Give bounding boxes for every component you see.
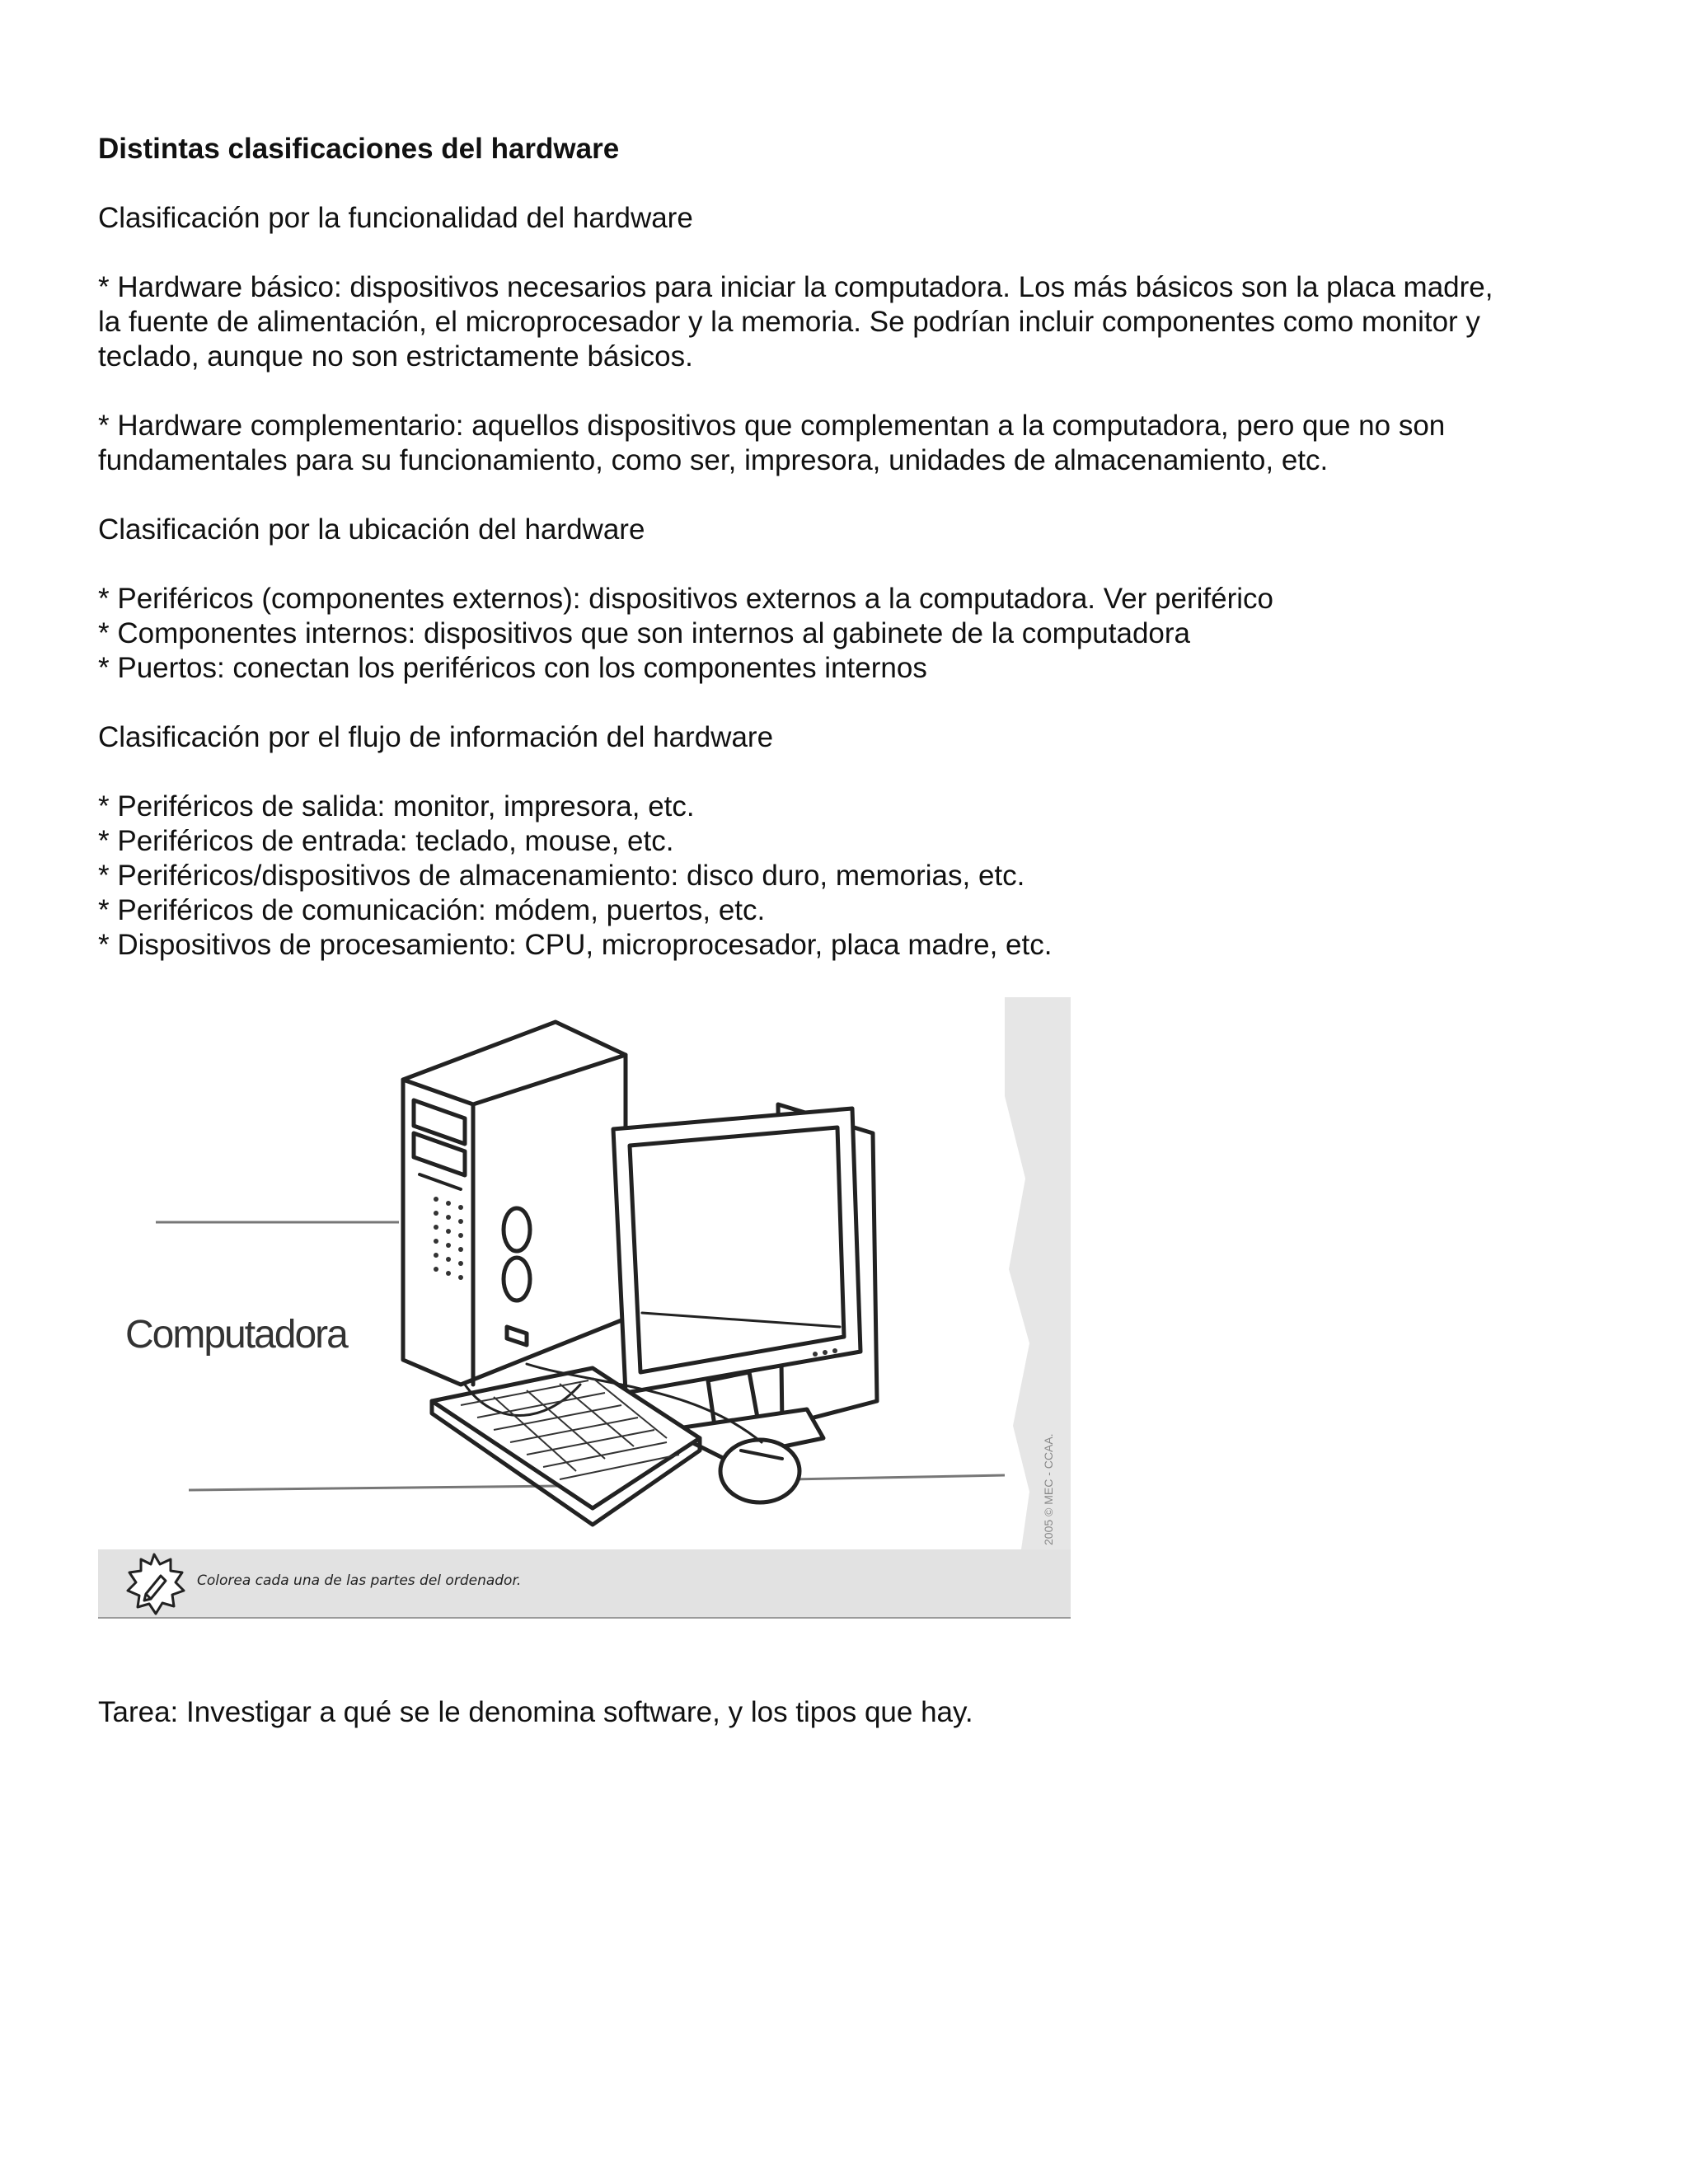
figure-label-computer: Computadora <box>125 1313 347 1357</box>
paragraph-line: * Hardware básico: dispositivos necesarios para iniciar la computadora. Los más básicos son la placa madre, <box>98 271 1493 303</box>
list-location <box>98 582 1582 686</box>
section-heading-information-flow: Clasificación por el flujo de información del hardware <box>98 721 774 753</box>
list-item: * Periféricos/dispositivos de almacenamiento: disco duro, memorias, etc. <box>98 860 1025 892</box>
task-block <box>98 1695 1582 1730</box>
section-information-flow <box>98 720 1582 755</box>
list-item: * Dispositivos de procesamiento: CPU, microprocesador, placa madre, etc. <box>98 929 1053 961</box>
section-heading-functionality: Clasificación por la funcionalidad del hardware <box>98 202 693 234</box>
instruction-bar <box>98 1549 1071 1619</box>
computer-illustration <box>98 997 1071 1624</box>
list-item: * Periféricos de entrada: teclado, mouse, etc. <box>98 825 674 857</box>
paragraph-basic-hardware <box>98 270 1582 374</box>
document-title: Distintas clasificaciones del hardware <box>98 133 620 165</box>
list-information-flow <box>98 790 1582 963</box>
instruction-text: Colorea cada una de las partes del ordenador. <box>197 1572 522 1589</box>
section-location <box>98 513 1582 547</box>
pencil-badge-icon <box>121 1551 187 1617</box>
paragraph-line: * Hardware complementario: aquellos dispositivos que complementan a la computadora, pero que no son <box>98 410 1446 442</box>
list-item: * Periféricos de comunicación: módem, puertos, etc. <box>98 894 766 926</box>
paragraph-line: la fuente de alimentación, el microprocesador y la memoria. Se podrían incluir componentes como monitor y <box>98 306 1480 338</box>
list-item: * Puertos: conectan los periféricos con los componentes internos <box>98 652 927 684</box>
computer-drawing-icon <box>98 997 1071 1549</box>
section-functionality <box>98 201 1582 236</box>
list-item: * Periféricos de salida: monitor, impresora, etc. <box>98 790 695 823</box>
list-item: * Periféricos (componentes externos): dispositivos externos a la computadora. Ver periférico <box>98 583 1273 615</box>
task-text: Tarea: Investigar a qué se le denomina software, y los tipos que hay. <box>98 1696 973 1728</box>
title-block <box>98 132 1582 166</box>
list-item: * Componentes internos: dispositivos que son internos al gabinete de la computadora <box>98 617 1190 649</box>
figure-copyright: 2005 © MEC - CCAA. <box>1042 1433 1055 1545</box>
section-heading-location: Clasificación por la ubicación del hardware <box>98 513 645 546</box>
paragraph-complementary-hardware <box>98 409 1582 478</box>
paragraph-line: fundamentales para su funcionamiento, como ser, impresora, unidades de almacenamiento, etc. <box>98 444 1329 476</box>
paragraph-line: teclado, aunque no son estrictamente básicos. <box>98 340 693 373</box>
